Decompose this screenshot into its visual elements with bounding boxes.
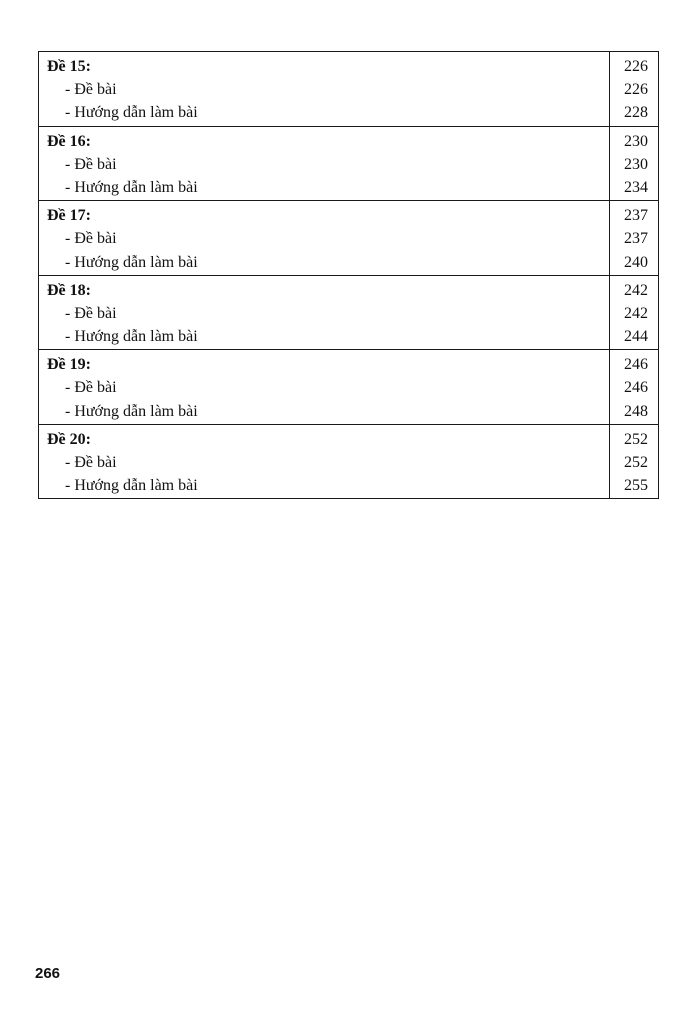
toc-page-number: 244 xyxy=(624,328,648,346)
toc-group-de-15 xyxy=(39,52,659,127)
toc-page-number: 242 xyxy=(624,304,648,322)
toc-item-huong-dan[interactable]: - Hướng dẫn làm bài xyxy=(65,178,198,196)
toc-group-pages xyxy=(610,52,659,127)
toc-group-de-20 xyxy=(39,424,659,499)
toc-page-number: 230 xyxy=(624,155,648,173)
toc-item-huong-dan[interactable]: - Hướng dẫn làm bài xyxy=(65,328,198,346)
toc-group-title[interactable]: Đề 16: xyxy=(47,132,91,150)
toc-item-de-bai[interactable]: - Đề bài xyxy=(65,155,117,173)
toc-group-labels xyxy=(39,275,610,350)
toc-page-number: 252 xyxy=(624,454,648,471)
toc-page-number: 237 xyxy=(624,230,648,248)
toc-group-de-16 xyxy=(39,126,659,201)
toc-item-de-bai[interactable]: - Đề bài xyxy=(65,304,117,322)
toc-item-de-bai[interactable]: - Đề bài xyxy=(65,230,117,248)
toc-group-de-17 xyxy=(39,201,659,276)
toc-item-de-bai[interactable]: - Đề bài xyxy=(65,454,117,471)
toc-group-labels xyxy=(39,126,610,201)
page-number: 266 xyxy=(35,965,61,982)
toc-page-number: 234 xyxy=(624,178,648,196)
toc-item-huong-dan[interactable]: - Hướng dẫn làm bài xyxy=(65,477,198,495)
toc-group-pages xyxy=(610,126,659,201)
toc-item-huong-dan[interactable]: - Hướng dẫn làm bài xyxy=(65,253,198,271)
toc-item-huong-dan[interactable]: - Hướng dẫn làm bài xyxy=(65,104,198,122)
toc-page-number: 252 xyxy=(624,430,648,448)
toc-group-labels xyxy=(39,201,610,276)
toc-page-number: 226 xyxy=(624,58,648,75)
toc-group-title[interactable]: Đề 15: xyxy=(47,58,91,75)
toc-group-labels xyxy=(39,52,610,127)
toc-group-title[interactable]: Đề 20: xyxy=(47,430,91,448)
toc-group-de-19 xyxy=(39,350,659,425)
toc-page-number: 248 xyxy=(624,402,648,420)
toc-page-number: 246 xyxy=(624,356,648,374)
toc-page-number: 246 xyxy=(624,379,648,397)
toc-group-labels xyxy=(39,424,610,499)
toc-item-de-bai[interactable]: - Đề bài xyxy=(65,81,117,99)
toc-group-pages xyxy=(610,424,659,499)
toc-item-huong-dan[interactable]: - Hướng dẫn làm bài xyxy=(65,402,198,420)
toc-group-labels xyxy=(39,350,610,425)
toc-group-title[interactable]: Đề 18: xyxy=(47,281,91,299)
toc-page-number: 226 xyxy=(624,81,648,99)
toc-page-number: 255 xyxy=(624,477,648,495)
toc-group-pages xyxy=(610,201,659,276)
toc-page-number: 242 xyxy=(624,281,648,299)
toc-page-number: 228 xyxy=(624,104,648,122)
toc-page-number: 240 xyxy=(624,253,648,271)
toc-group-title[interactable]: Đề 19: xyxy=(47,356,91,374)
table-of-contents xyxy=(38,51,659,499)
toc-group-pages xyxy=(610,275,659,350)
toc-group-title[interactable]: Đề 17: xyxy=(47,207,91,225)
toc-group-de-18 xyxy=(39,275,659,350)
toc-page-number: 230 xyxy=(624,132,648,150)
toc-group-pages xyxy=(610,350,659,425)
toc-item-de-bai[interactable]: - Đề bài xyxy=(65,379,117,397)
toc-page-number: 237 xyxy=(624,207,648,225)
